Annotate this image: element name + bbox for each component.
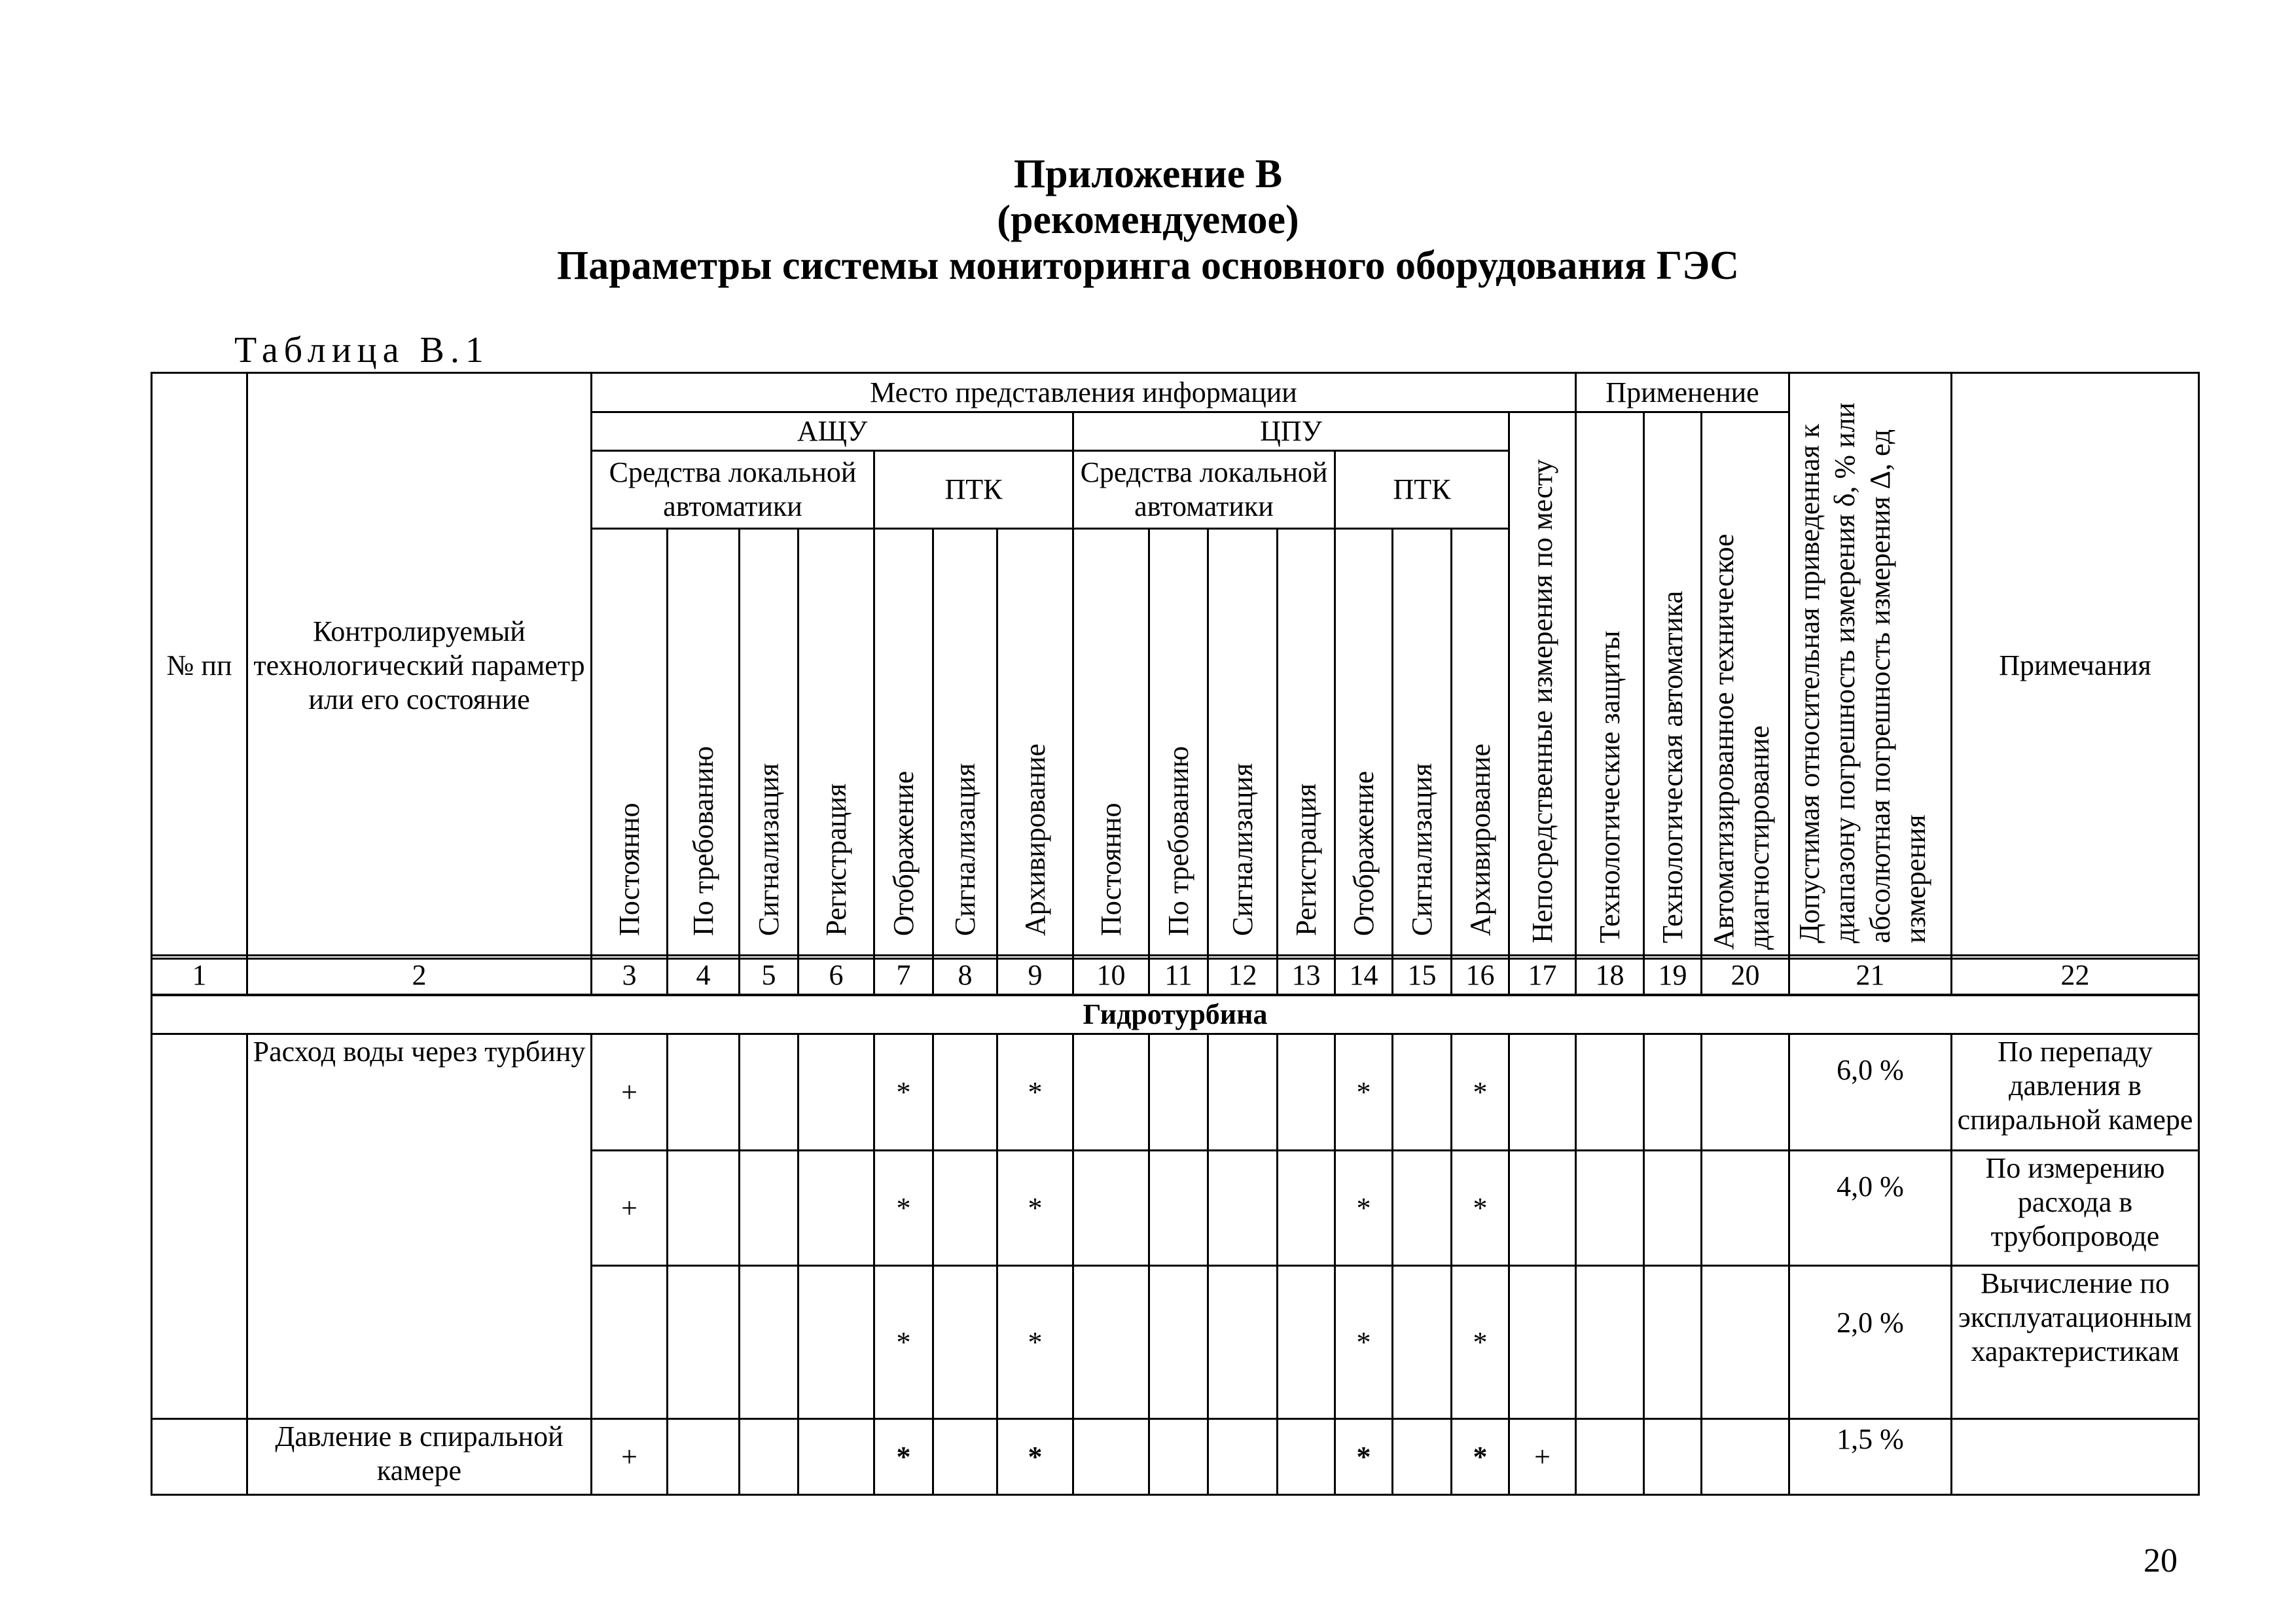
- document-heading: Параметры системы мониторинга основного оборудования ГЭС: [556, 244, 1740, 288]
- cpu-local-auto-header: Средства локальной автоматики: [1073, 450, 1335, 529]
- column-number: 14: [1335, 956, 1393, 996]
- cell-c18: [1576, 1266, 1644, 1419]
- cell-c18: [1576, 1419, 1644, 1495]
- cell-c13: [1278, 1419, 1335, 1495]
- cell-c6: [798, 1034, 874, 1151]
- cell-c16: *: [1452, 1266, 1509, 1419]
- col11-header: По требованию: [1149, 529, 1208, 959]
- cell-c20: [1702, 1151, 1789, 1266]
- cell-c11: [1149, 1419, 1208, 1495]
- cell-c3: +: [592, 1034, 668, 1151]
- column-number: 2: [247, 956, 592, 996]
- column-number: 11: [1149, 956, 1208, 996]
- cell-c15: [1393, 1034, 1452, 1151]
- column-number: 5: [740, 956, 798, 996]
- cell-c17: [1509, 1151, 1576, 1266]
- appendix-title: Приложение В: [1013, 152, 1283, 196]
- ashu-local-auto-header: Средства локальной автоматики: [592, 450, 874, 529]
- col14-header: Отображение: [1335, 529, 1393, 959]
- cell-c19: [1644, 1034, 1702, 1151]
- cell-c9: *: [997, 1034, 1073, 1151]
- column-number: 6: [798, 956, 874, 996]
- column-number: 20: [1702, 956, 1789, 996]
- col21-header: Допустимая относительная приведенная к диапазону погрешность измерения δ, % или абсолютная погрешность измерения Δ, ед измерения: [1789, 373, 1952, 959]
- cell-c4: [668, 1034, 740, 1151]
- cell-c19: [1644, 1419, 1702, 1495]
- param-cell: Расход воды через турбину: [247, 1034, 592, 1419]
- cell-c4: [668, 1266, 740, 1419]
- cell-c4: [668, 1151, 740, 1266]
- cell-c8: [933, 1034, 997, 1151]
- cell-c3: +: [592, 1419, 668, 1495]
- table-row: [152, 1419, 2199, 1495]
- cell-c9: *: [997, 1151, 1073, 1266]
- col18-header: Технологические защиты: [1576, 412, 1644, 959]
- cell-c11: [1149, 1034, 1208, 1151]
- column-number: 16: [1452, 956, 1509, 996]
- cell-c17: +: [1509, 1419, 1576, 1495]
- column-number: 21: [1789, 956, 1952, 996]
- cell-c13: [1278, 1034, 1335, 1151]
- cell-c6: [798, 1419, 874, 1495]
- cell-c14: *: [1335, 1266, 1393, 1419]
- cell-c12: [1208, 1266, 1278, 1419]
- cell-c20: [1702, 1266, 1789, 1419]
- row-num-cell: [152, 1419, 247, 1495]
- appendix-subtitle: (рекомендуемое): [997, 198, 1299, 242]
- cell-c16: *: [1452, 1419, 1509, 1495]
- accuracy-cell: 1,5 %: [1789, 1419, 1952, 1495]
- application-group-header: Применение: [1576, 373, 1789, 412]
- col12-header: Сигнализация: [1208, 529, 1278, 959]
- column-number: 17: [1509, 956, 1576, 996]
- cell-c5: [740, 1419, 798, 1495]
- column-number: 9: [997, 956, 1073, 996]
- cell-c16: *: [1452, 1151, 1509, 1266]
- col7-header: Отображение: [874, 529, 933, 959]
- cell-c5: [740, 1151, 798, 1266]
- cell-c17: [1509, 1034, 1576, 1151]
- column-number: 4: [668, 956, 740, 996]
- cell-c7: *: [874, 1034, 933, 1151]
- col17-header: Непосредственные измерения по месту: [1509, 412, 1576, 959]
- page-number: 20: [2144, 1542, 2178, 1579]
- ashu-header: АЩУ: [592, 412, 1073, 451]
- cell-c17: [1509, 1266, 1576, 1419]
- col15-header: Сигнализация: [1393, 529, 1452, 959]
- col9-header: Архивирование: [997, 529, 1073, 959]
- col5-header: Сигнализация: [740, 529, 798, 959]
- col19-header: Технологическая автоматика: [1644, 412, 1702, 959]
- cell-c18: [1576, 1151, 1644, 1266]
- cell-c4: [668, 1419, 740, 1495]
- cell-c3: +: [592, 1151, 668, 1266]
- cell-c20: [1702, 1419, 1789, 1495]
- accuracy-cell: 6,0 %: [1789, 1034, 1952, 1151]
- cell-c12: [1208, 1419, 1278, 1495]
- cell-c6: [798, 1266, 874, 1419]
- col-param-header: Контролируемый технологический параметр или его состояние: [247, 373, 592, 959]
- column-number: 3: [592, 956, 668, 996]
- place-group-header: Место представления информации: [592, 373, 1576, 412]
- column-number: 10: [1073, 956, 1149, 996]
- accuracy-cell: 4,0 %: [1789, 1151, 1952, 1266]
- column-number: 8: [933, 956, 997, 996]
- cell-c20: [1702, 1034, 1789, 1151]
- cell-c19: [1644, 1151, 1702, 1266]
- param-cell: Давление в спиральной камере: [247, 1419, 592, 1495]
- accuracy-cell: 2,0 %: [1789, 1266, 1952, 1419]
- cell-c10: [1073, 1034, 1149, 1151]
- cell-c7: *: [874, 1266, 933, 1419]
- cell-c14: *: [1335, 1151, 1393, 1266]
- cell-c19: [1644, 1266, 1702, 1419]
- table-header: [151, 372, 2200, 960]
- cell-c15: [1393, 1419, 1452, 1495]
- col10-header: Постоянно: [1073, 529, 1149, 959]
- cell-c8: [933, 1151, 997, 1266]
- row-num-cell: [152, 1034, 247, 1419]
- col4-header: По требованию: [668, 529, 740, 959]
- cell-c15: [1393, 1151, 1452, 1266]
- col20-header: Автоматизированное техническое диагностирование: [1702, 412, 1789, 959]
- column-number: 13: [1278, 956, 1335, 996]
- cell-c10: [1073, 1151, 1149, 1266]
- cell-c11: [1149, 1266, 1208, 1419]
- cell-c9: *: [997, 1419, 1073, 1495]
- cell-c12: [1208, 1151, 1278, 1266]
- table-body: [151, 994, 2200, 1496]
- col22-header: Примечания: [1952, 373, 2199, 959]
- cell-c7: *: [874, 1419, 933, 1495]
- cell-c12: [1208, 1034, 1278, 1151]
- note-cell: [1952, 1419, 2199, 1495]
- cell-c10: [1073, 1266, 1149, 1419]
- column-number: 12: [1208, 956, 1278, 996]
- column-number: 22: [1952, 956, 2199, 996]
- note-cell: По перепаду давления в спиральной камере: [1952, 1034, 2199, 1151]
- column-number: 19: [1644, 956, 1702, 996]
- cell-c6: [798, 1151, 874, 1266]
- column-number: 15: [1393, 956, 1452, 996]
- cell-c14: *: [1335, 1419, 1393, 1495]
- col16-header: Архивирование: [1452, 529, 1509, 959]
- table-caption: Таблица В.1: [234, 330, 490, 370]
- cell-c14: *: [1335, 1034, 1393, 1151]
- cell-c13: [1278, 1151, 1335, 1266]
- cell-c8: [933, 1266, 997, 1419]
- cell-c18: [1576, 1034, 1644, 1151]
- cpu-header: ЦПУ: [1073, 412, 1509, 451]
- column-number: 18: [1576, 956, 1644, 996]
- column-number: 1: [152, 956, 247, 996]
- cell-c5: [740, 1266, 798, 1419]
- note-cell: По измерению расхода в трубопроводе: [1952, 1151, 2199, 1266]
- column-number-row: [151, 954, 2200, 996]
- col3-header: Постоянно: [592, 529, 668, 959]
- cell-c10: [1073, 1419, 1149, 1495]
- cell-c11: [1149, 1151, 1208, 1266]
- col13-header: Регистрация: [1278, 529, 1335, 959]
- column-number: 7: [874, 956, 933, 996]
- cpu-ptk-header: ПТК: [1335, 450, 1509, 529]
- cell-c3: [592, 1266, 668, 1419]
- cell-c13: [1278, 1266, 1335, 1419]
- section-header: Гидротурбина: [152, 995, 2199, 1034]
- cell-c5: [740, 1034, 798, 1151]
- cell-c15: [1393, 1266, 1452, 1419]
- cell-c9: *: [997, 1266, 1073, 1419]
- cell-c7: *: [874, 1151, 933, 1266]
- cell-c16: *: [1452, 1034, 1509, 1151]
- ashu-ptk-header: ПТК: [874, 450, 1073, 529]
- table-row: [152, 1034, 2199, 1151]
- note-cell: Вычисление по эксплуатационным характеристикам: [1952, 1266, 2199, 1419]
- col6-header: Регистрация: [798, 529, 874, 959]
- col-num-header: № пп: [152, 373, 247, 959]
- cell-c8: [933, 1419, 997, 1495]
- col8-header: Сигнализация: [933, 529, 997, 959]
